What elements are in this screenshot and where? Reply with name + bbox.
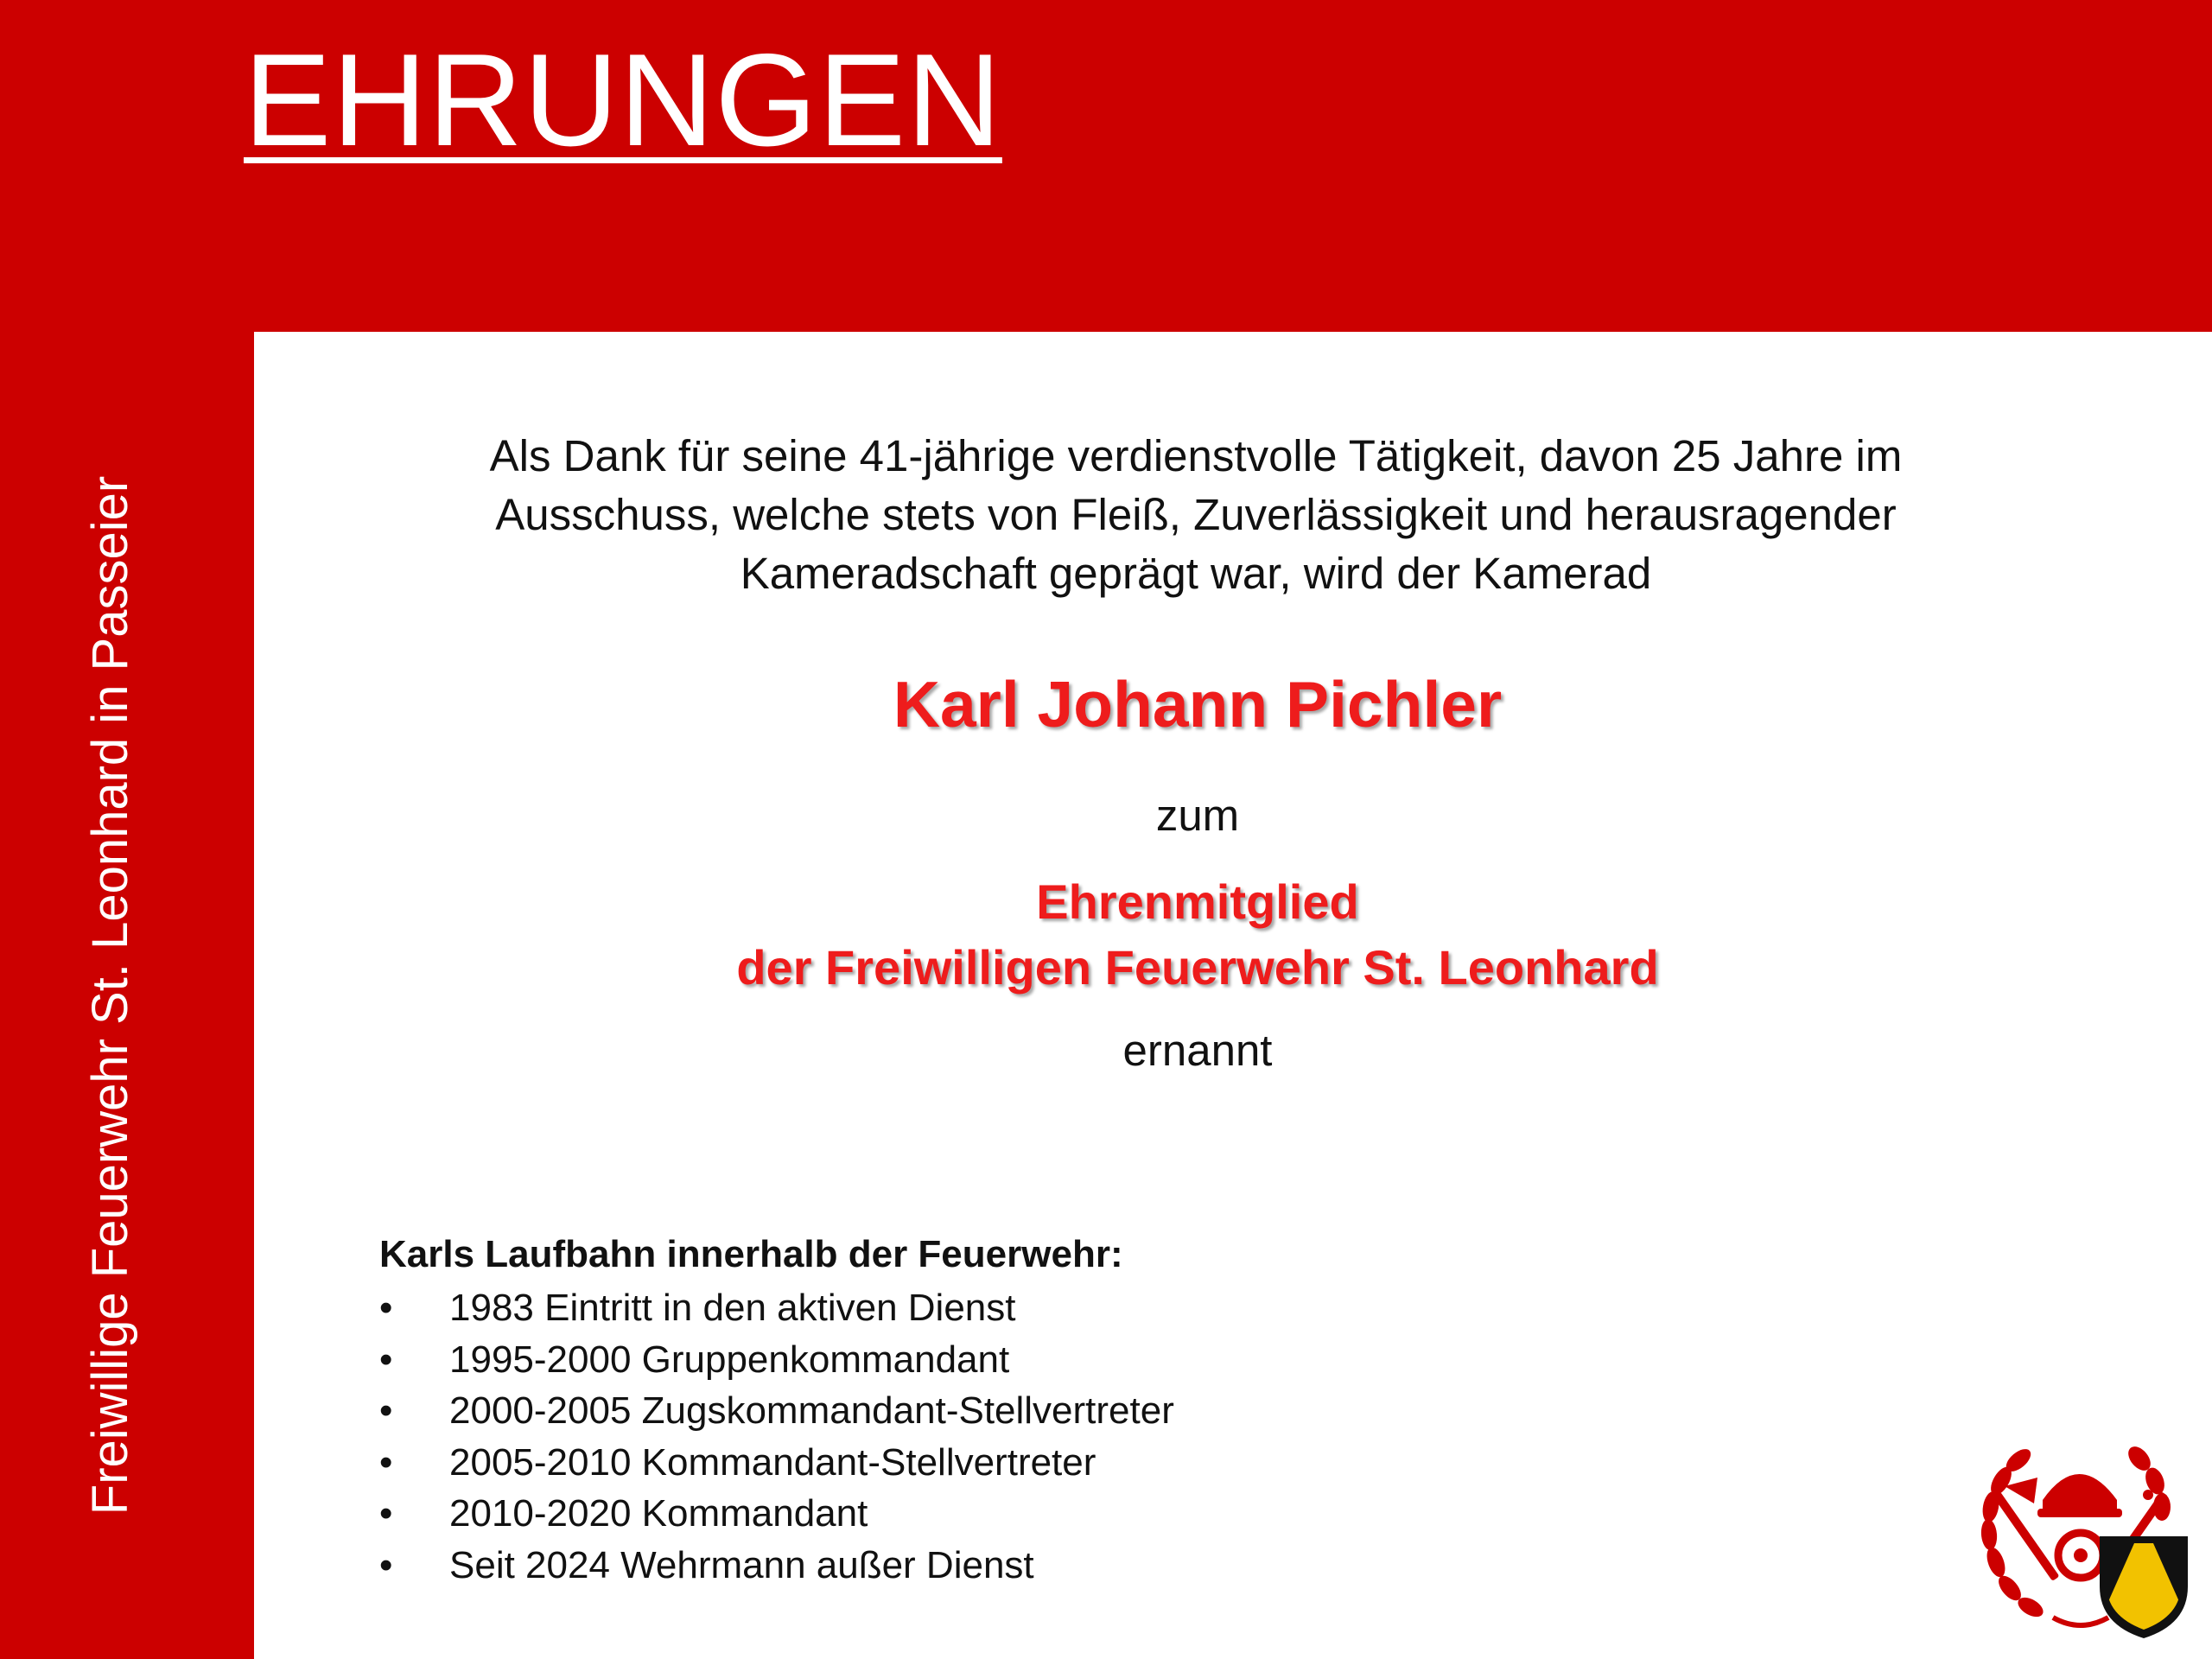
- career-item-text: 2010-2020 Kommandant: [449, 1492, 868, 1535]
- helmet-icon: [2043, 1474, 2117, 1510]
- slide-title: EHRUNGEN: [244, 27, 1002, 174]
- intro-line: Ausschuss, welche stets von Fleiß, Zuverlässigkeit und herausragender: [495, 490, 1897, 539]
- career-heading: Karls Laufbahn innerhalb der Feuerwehr:: [379, 1233, 1123, 1275]
- list-item: [379, 1282, 1174, 1334]
- bullet-icon: •: [379, 1492, 393, 1535]
- connector-zum: zum: [1155, 791, 1240, 840]
- bullet-icon: •: [379, 1389, 393, 1432]
- wreath-left-icon: [1980, 1445, 2046, 1621]
- list-item: [379, 1334, 1174, 1386]
- intro-line: Kameradschaft geprägt war, wird der Kamerad: [740, 549, 1652, 598]
- list-item: [379, 1488, 1174, 1540]
- career-item-text: 1995-2000 Gruppenkommandant: [449, 1338, 1010, 1381]
- career-item-text: 2005-2010 Kommandant-Stellvertreter: [449, 1440, 1096, 1484]
- career-item-text: 2000-2005 Zugskommandant-Stellvertreter: [449, 1389, 1174, 1432]
- bullet-icon: •: [379, 1440, 393, 1484]
- career-item-text: 1983 Eintritt in den aktiven Dienst: [449, 1287, 1016, 1329]
- list-item: [379, 1437, 1174, 1489]
- coat-of-arms-shield-icon: [2100, 1536, 2188, 1638]
- career-item-text: Seit 2024 Wehrmann außer Dienst: [449, 1543, 1034, 1586]
- honor-title-line: Ehrenmitglied: [1036, 874, 1359, 929]
- bullet-icon: •: [379, 1543, 393, 1586]
- intro-paragraph: [346, 427, 2046, 603]
- fire-brigade-emblem-icon: [1970, 1433, 2195, 1640]
- wreath-right-icon: [2124, 1442, 2171, 1521]
- intro-line: Als Dank für seine 41-jährige verdienstvolle Tätigkeit, davon 25 Jahre im: [489, 431, 1903, 480]
- list-item: [379, 1385, 1174, 1437]
- bullet-icon: •: [379, 1338, 393, 1381]
- honor-title: [334, 869, 2062, 1001]
- connector-ernannt: ernannt: [1122, 1026, 1273, 1075]
- honor-title-line: der Freiwilligen Feuerwehr St. Leonhard: [736, 940, 1659, 995]
- honoree-name: Karl Johann Pichler: [893, 668, 1503, 741]
- career-list: [379, 1282, 1174, 1591]
- list-item: [379, 1540, 1174, 1592]
- bullet-icon: •: [379, 1287, 393, 1329]
- sidebar-organization-name: Freiwillige Feuerwehr St. Leonhard in Passeier: [82, 475, 138, 1516]
